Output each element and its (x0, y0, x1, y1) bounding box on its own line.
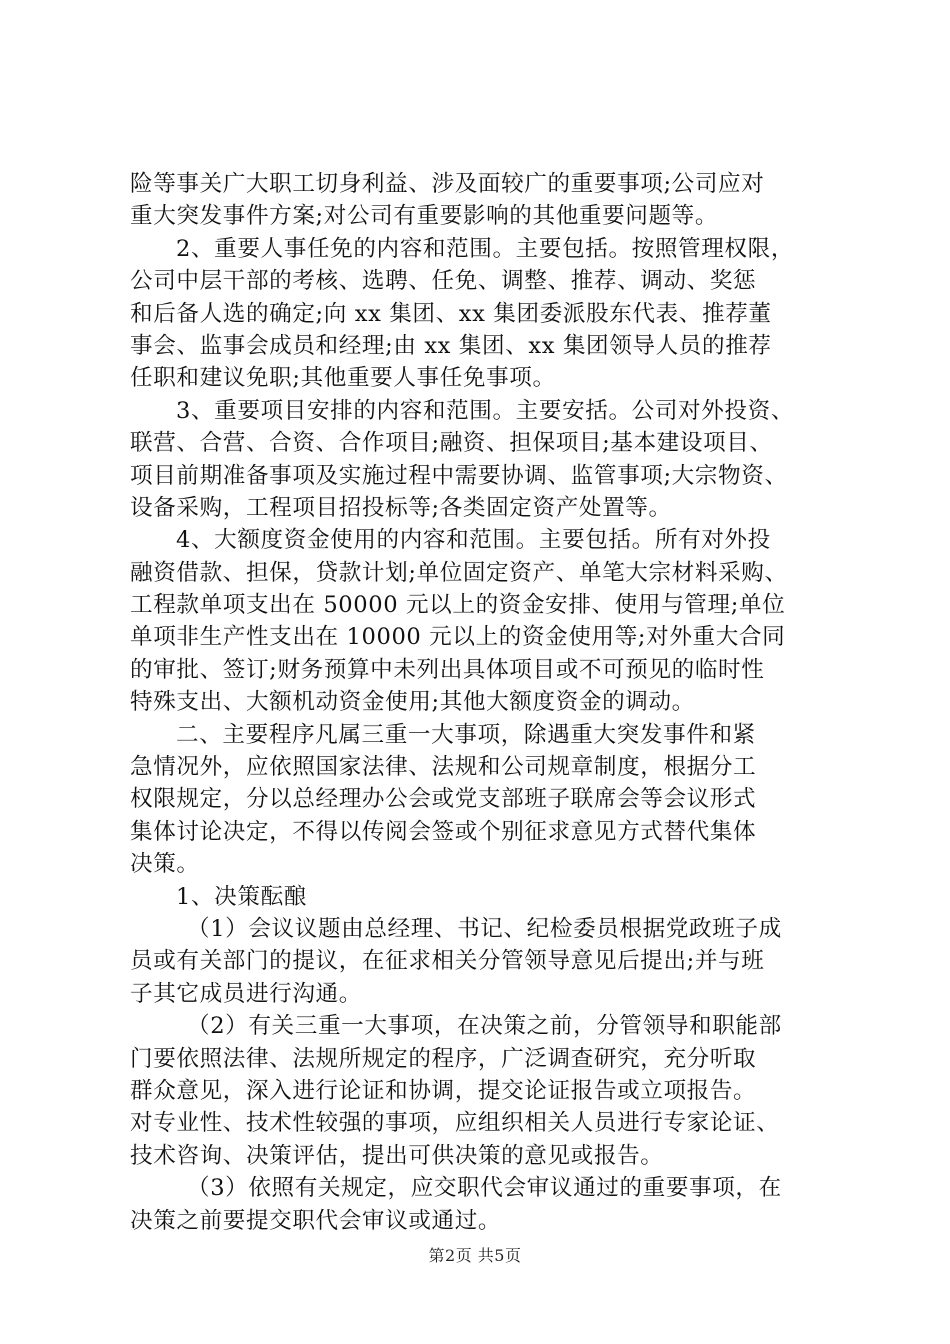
text-line: 单项非生产性支出在 10000 元以上的资金使用等;对外重大合同 (130, 624, 786, 651)
text-line: 门要依照法律、法规所规定的程序，广泛调查研究，充分听取 (130, 1045, 757, 1072)
text-line: 的审批、签订;财务预算中未列出具体项目或不可预见的临时性 (130, 656, 765, 683)
text-line: 2、重要人事任免的内容和范围。主要包括。按照管理权限， (176, 235, 795, 262)
text-line: 工程款单项支出在 50000 元以上的资金安排、使用与管理;单位 (130, 592, 786, 619)
text-line: 公司中层干部的考核、选聘、任免、调整、推荐、调动、奖惩 (130, 268, 757, 295)
text-line: 任职和建议免职;其他重要人事任免事项。 (130, 365, 556, 392)
document-body (130, 168, 830, 1237)
text-line: 对专业性、技术性较强的事项，应组织相关人员进行专家论证、 (130, 1110, 780, 1137)
text-line: 权限规定，分以总经理办公会或党支部班子联席会等会议形式 (130, 786, 757, 813)
text-line: 员或有关部门的提议，在征求相关分管领导意见后提出;并与班 (130, 948, 765, 975)
text-line: 决策。 (130, 851, 200, 878)
text-line: （3）依照有关规定，应交职代会审议通过的重要事项，在 (187, 1175, 782, 1202)
text-line: 特殊支出、大额机动资金使用;其他大额度资金的调动。 (130, 689, 695, 716)
page-number: 第2页 共5页 (428, 1246, 522, 1265)
text-line: 重大突发事件方案;对公司有重要影响的其他重要问题等。 (130, 203, 719, 230)
text-line: 决策之前要提交职代会审议或通过。 (130, 1207, 502, 1234)
text-line: 群众意见，深入进行论证和协调，提交论证报告或立项报告。 (130, 1077, 757, 1104)
text-line: 集体讨论决定，不得以传阅会签或个别征求意见方式替代集体 (130, 818, 757, 845)
text-line: 事会、监事会成员和经理;由 xx 集团、xx 集团领导人员的推荐 (130, 332, 772, 359)
text-line: 险等事关广大职工切身利益、涉及面较广的重要事项;公司应对 (130, 171, 765, 197)
text-line: 急情况外，应依照国家法律、法规和公司规章制度，根据分工 (130, 754, 757, 781)
text-line: 和后备人选的确定;向 xx 集团、xx 集团委派股东代表、推荐董 (130, 300, 772, 327)
text-line: 4、大额度资金使用的内容和范围。主要包括。所有对外投 (176, 527, 771, 554)
text-line: 联营、合营、合资、合作项目;融资、担保项目;基本建设项目、 (130, 430, 773, 457)
text-line: 二、主要程序凡属三重一大事项，除遇重大突发事件和紧 (176, 721, 756, 748)
text-line: 设备采购，工程项目招投标等;各类固定资产处置等。 (130, 494, 672, 521)
section-heading: 1、决策酝酿 (176, 883, 307, 910)
text-line: 3、重要项目安排的内容和范围。主要安括。公司对外投资、 (176, 397, 795, 424)
text-line: （1）会议议题由总经理、书记、纪检委员根据党政班子成 (187, 915, 782, 942)
text-line: 子其它成员进行沟通。 (130, 980, 362, 1007)
text-line: 融资借款、担保，贷款计划;单位固定资产、单笔大宗材料采购、 (130, 559, 788, 586)
text-line: （2）有关三重一大事项，在决策之前，分管领导和职能部 (187, 1013, 782, 1040)
text-line: 项目前期准备事项及实施过程中需要协调、监管事项;大宗物资、 (130, 462, 788, 489)
text-line: 技术咨询、决策评估，提出可供决策的意见或报告。 (130, 1142, 664, 1169)
